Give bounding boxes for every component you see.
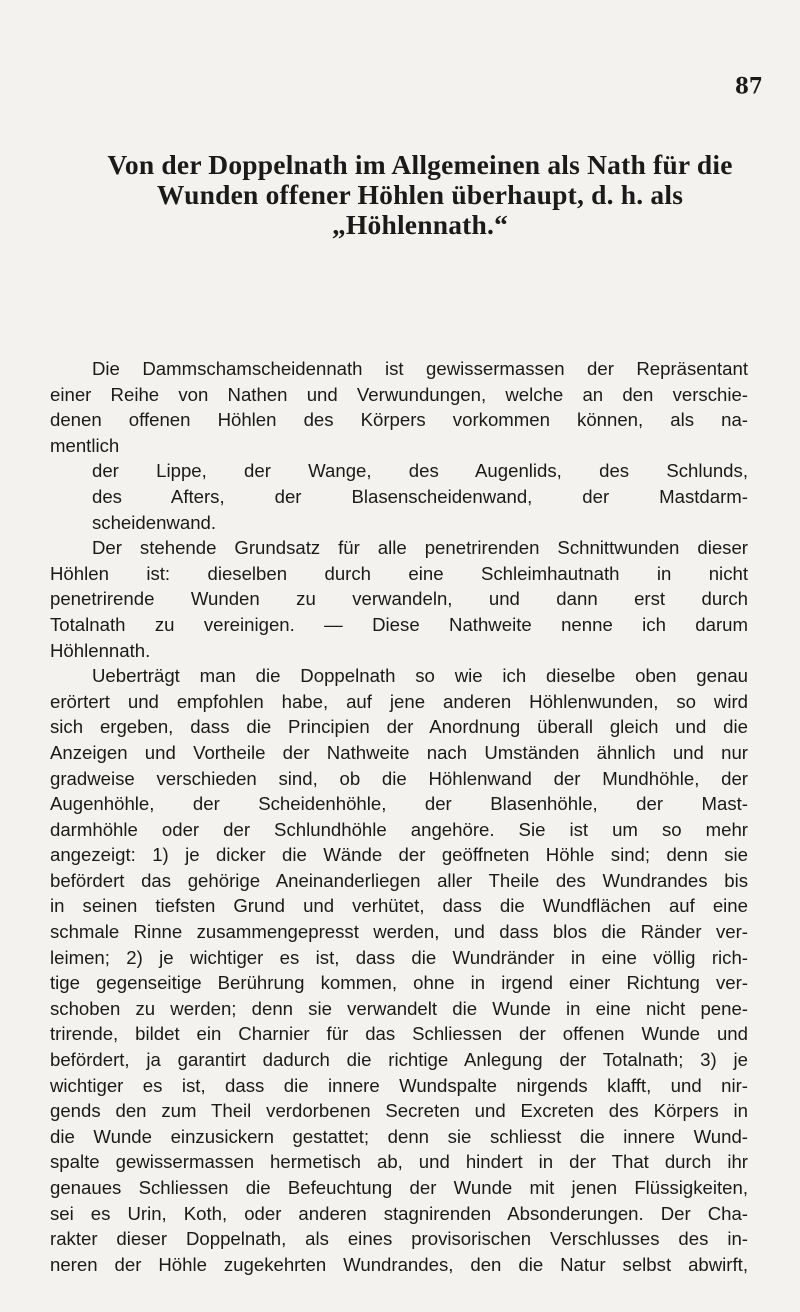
text-line: tige gegenseitige Berührung kommen, ohne in irgend einer Richtung ver- [50, 972, 748, 994]
text-line: Höhlen ist: dieselben durch eine Schleimhautnath in nicht [50, 562, 748, 584]
text-line: Der stehende Grundsatz für alle penetrirenden Schnittwunden dieser [92, 537, 748, 559]
text-line: leimen; 2) je wichtiger es ist, dass die Wundränder in eine völlig rich- [50, 946, 748, 968]
text-line: Höhlennath. [50, 639, 151, 661]
text-line: schmale Rinne zusammengepresst werden, und dass blos die Ränder ver- [50, 921, 748, 943]
text-line: befördert das gehörige Aneinanderliegen aller Theile des Wundrandes bis [50, 869, 748, 891]
text-line: Die Dammschamscheidennath ist gewissermassen der Repräsentant [92, 358, 748, 379]
text-line: Totalnath zu vereinigen. — Diese Nathweite nenne ich darum [50, 613, 748, 635]
text-line: gradweise verschieden sind, ob die Höhlenwand der Mundhöhle, der [50, 767, 748, 789]
body-text [50, 356, 748, 1277]
text-line: der Lippe, der Wange, des Augenlids, des Schlunds, [92, 460, 748, 482]
text-line: angezeigt: 1) je dicker die Wände der geöffneten Höhle sind; denn sie [50, 844, 748, 866]
text-line: wichtiger es ist, dass die innere Wundspalte nirgends klafft, und nir- [50, 1074, 748, 1096]
text-line: des Afters, der Blasenscheidenwand, der Mastdarm- [92, 485, 748, 507]
text-line: befördert, ja garantirt dadurch die richtige Anlegung der Totalnath; 3) je [50, 1049, 748, 1071]
heading-line-2: Wunden offener Höhlen überhaupt, d. h. als [156, 179, 684, 210]
text-line: spalte gewissermassen hermetisch ab, und hindert in der That durch ihr [50, 1151, 748, 1173]
text-line: in seinen tiefsten Grund und verhütet, dass die Wundflächen auf eine [50, 895, 748, 917]
text-line: denen offenen Höhlen des Körpers vorkommen können, als na- [50, 409, 748, 431]
section-heading [80, 150, 760, 240]
text-line: genaues Schliessen die Befeuchtung der Wunde mit jenen Flüssigkeiten, [50, 1177, 748, 1198]
text-line: Augenhöhle, der Scheidenhöhle, der Blasenhöhle, der Mast- [50, 793, 748, 815]
text-line: rakter dieser Doppelnath, als eines provisorischen Verschlusses des in- [50, 1228, 748, 1250]
text-line: Ueberträgt man die Doppelnath so wie ich dieselbe oben genau [92, 665, 748, 687]
heading-line-1: Von der Doppelnath im Allgemeinen als Nath für die [107, 149, 733, 180]
text-line: einer Reihe von Nathen und Verwundungen, welche an den verschie- [50, 383, 748, 405]
heading-line-3: „Höhlennath.“ [331, 209, 509, 240]
text-line: sei es Urin, Koth, oder anderen stagnirenden Absonderungen. Der Cha- [50, 1202, 748, 1224]
text-line: scheidenwand. [92, 511, 217, 533]
text-line: penetrirende Wunden zu verwandeln, und dann erst durch [50, 588, 748, 610]
page-number: 87 [735, 72, 763, 100]
text-line: erörtert und empfohlen habe, auf jene anderen Höhlenwunden, so wird [50, 690, 748, 712]
text-line: neren der Höhle zugekehrten Wundrandes, den die Natur selbst abwirft, [50, 1253, 748, 1275]
text-line: mentlich [50, 434, 120, 456]
text-line: gends den zum Theil verdorbenen Secreten und Excreten des Körpers in [50, 1100, 748, 1122]
text-line: die Wunde einzusickern gestattet; denn sie schliesst die innere Wund- [50, 1125, 748, 1147]
text-line: Anzeigen und Vortheile der Nathweite nach Umständen ähnlich und nur [50, 741, 748, 763]
text-line: schoben zu werden; denn sie verwandelt die Wunde in eine nicht pene- [50, 997, 748, 1019]
text-line: sich ergeben, dass die Principien der Anordnung überall gleich und die [50, 716, 748, 738]
text-line: darmhöhle oder der Schlundhöhle angehöre. Sie ist um so mehr [50, 818, 748, 840]
text-line: trirende, bildet ein Charnier für das Schliessen der offenen Wunde und [50, 1023, 748, 1045]
